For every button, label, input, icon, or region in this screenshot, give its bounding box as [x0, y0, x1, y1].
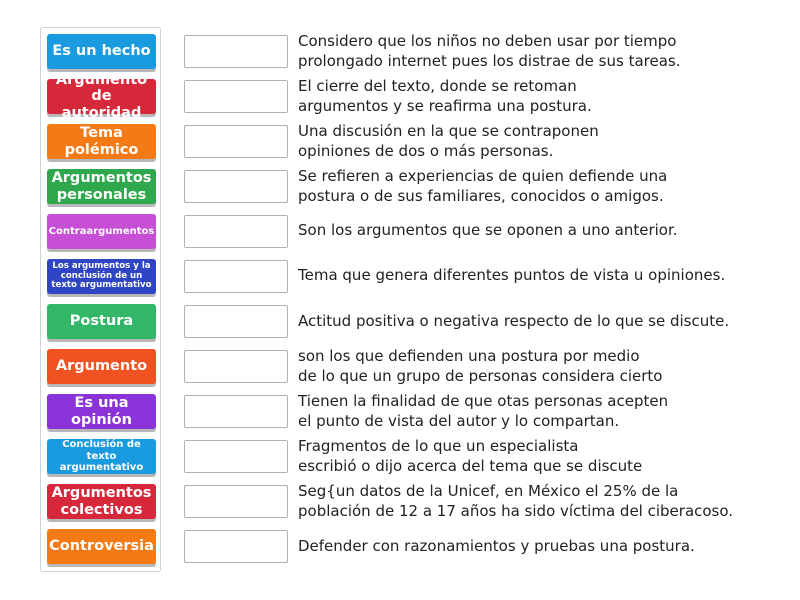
drop-slot-3[interactable] — [184, 125, 288, 158]
description-3: Una discusión en la que se contraponen opiniones de dos o más personas. — [298, 122, 599, 160]
drop-slot-2[interactable] — [184, 80, 288, 113]
drop-slot-1[interactable] — [184, 35, 288, 68]
drop-slot-5[interactable] — [184, 215, 288, 248]
description-1: Considero que los niños no deben usar por tiempo prolongado internet pues los distrae de sus tareas. — [298, 32, 681, 70]
tile-bank — [40, 27, 161, 572]
tile-es-un-hecho[interactable]: Es un hecho — [47, 34, 156, 69]
tile-contraargumentos[interactable]: Contraargumentos — [47, 214, 156, 249]
drop-slot-6[interactable] — [184, 260, 288, 293]
drop-slot-11[interactable] — [184, 485, 288, 518]
drop-slot-12[interactable] — [184, 530, 288, 563]
tile-argumentos-colectivos[interactable]: Argumentos colectivos — [47, 484, 156, 519]
tile-controversia[interactable]: Controversia — [47, 529, 156, 564]
drop-slot-10[interactable] — [184, 440, 288, 473]
description-12: Defender con razonamientos y pruebas una postura. — [298, 537, 695, 555]
description-5: Son los argumentos que se oponen a uno anterior. — [298, 221, 678, 239]
tile-argumentos-y-conclusion[interactable]: Los argumentos y la conclusión de un texto argumentativo — [47, 259, 156, 294]
drop-slot-8[interactable] — [184, 350, 288, 383]
description-2: El cierre del texto, donde se retoman argumentos y se reafirma una postura. — [298, 77, 592, 115]
tile-es-una-opinion[interactable]: Es una opinión — [47, 394, 156, 429]
description-4: Se refieren a experiencias de quien defiende una postura o de sus familiares, conocidos o amigos. — [298, 167, 668, 205]
tile-argumento[interactable]: Argumento — [47, 349, 156, 384]
drop-slot-7[interactable] — [184, 305, 288, 338]
description-6: Tema que genera diferentes puntos de vista u opiniones. — [298, 266, 726, 284]
description-8: son los que defienden una postura por medio de lo que un grupo de personas considera cierto — [298, 347, 663, 385]
description-11: Seg{un datos de la Unicef, en México el 25% de la población de 12 a 17 años ha sido víctima del ciberacoso. — [298, 482, 734, 520]
tile-postura[interactable]: Postura — [47, 304, 156, 339]
tile-conclusion-de-texto[interactable]: Conclusión de texto argumentativo — [47, 439, 156, 474]
tile-argumentos-personales[interactable]: Argumentos personales — [47, 169, 156, 204]
description-10: Fragmentos de lo que un especialista escribió o dijo acerca del tema que se discute — [298, 437, 643, 475]
description-9: Tienen la finalidad de que otas personas acepten el punto de vista del autor y lo compartan. — [298, 392, 669, 430]
tile-argumento-de-autoridad[interactable]: Argumento de autoridad — [47, 79, 156, 114]
drop-slot-9[interactable] — [184, 395, 288, 428]
drop-slot-4[interactable] — [184, 170, 288, 203]
tile-tema-polemico[interactable]: Tema polémico — [47, 124, 156, 159]
description-7: Actitud positiva o negativa respecto de lo que se discute. — [298, 312, 730, 330]
